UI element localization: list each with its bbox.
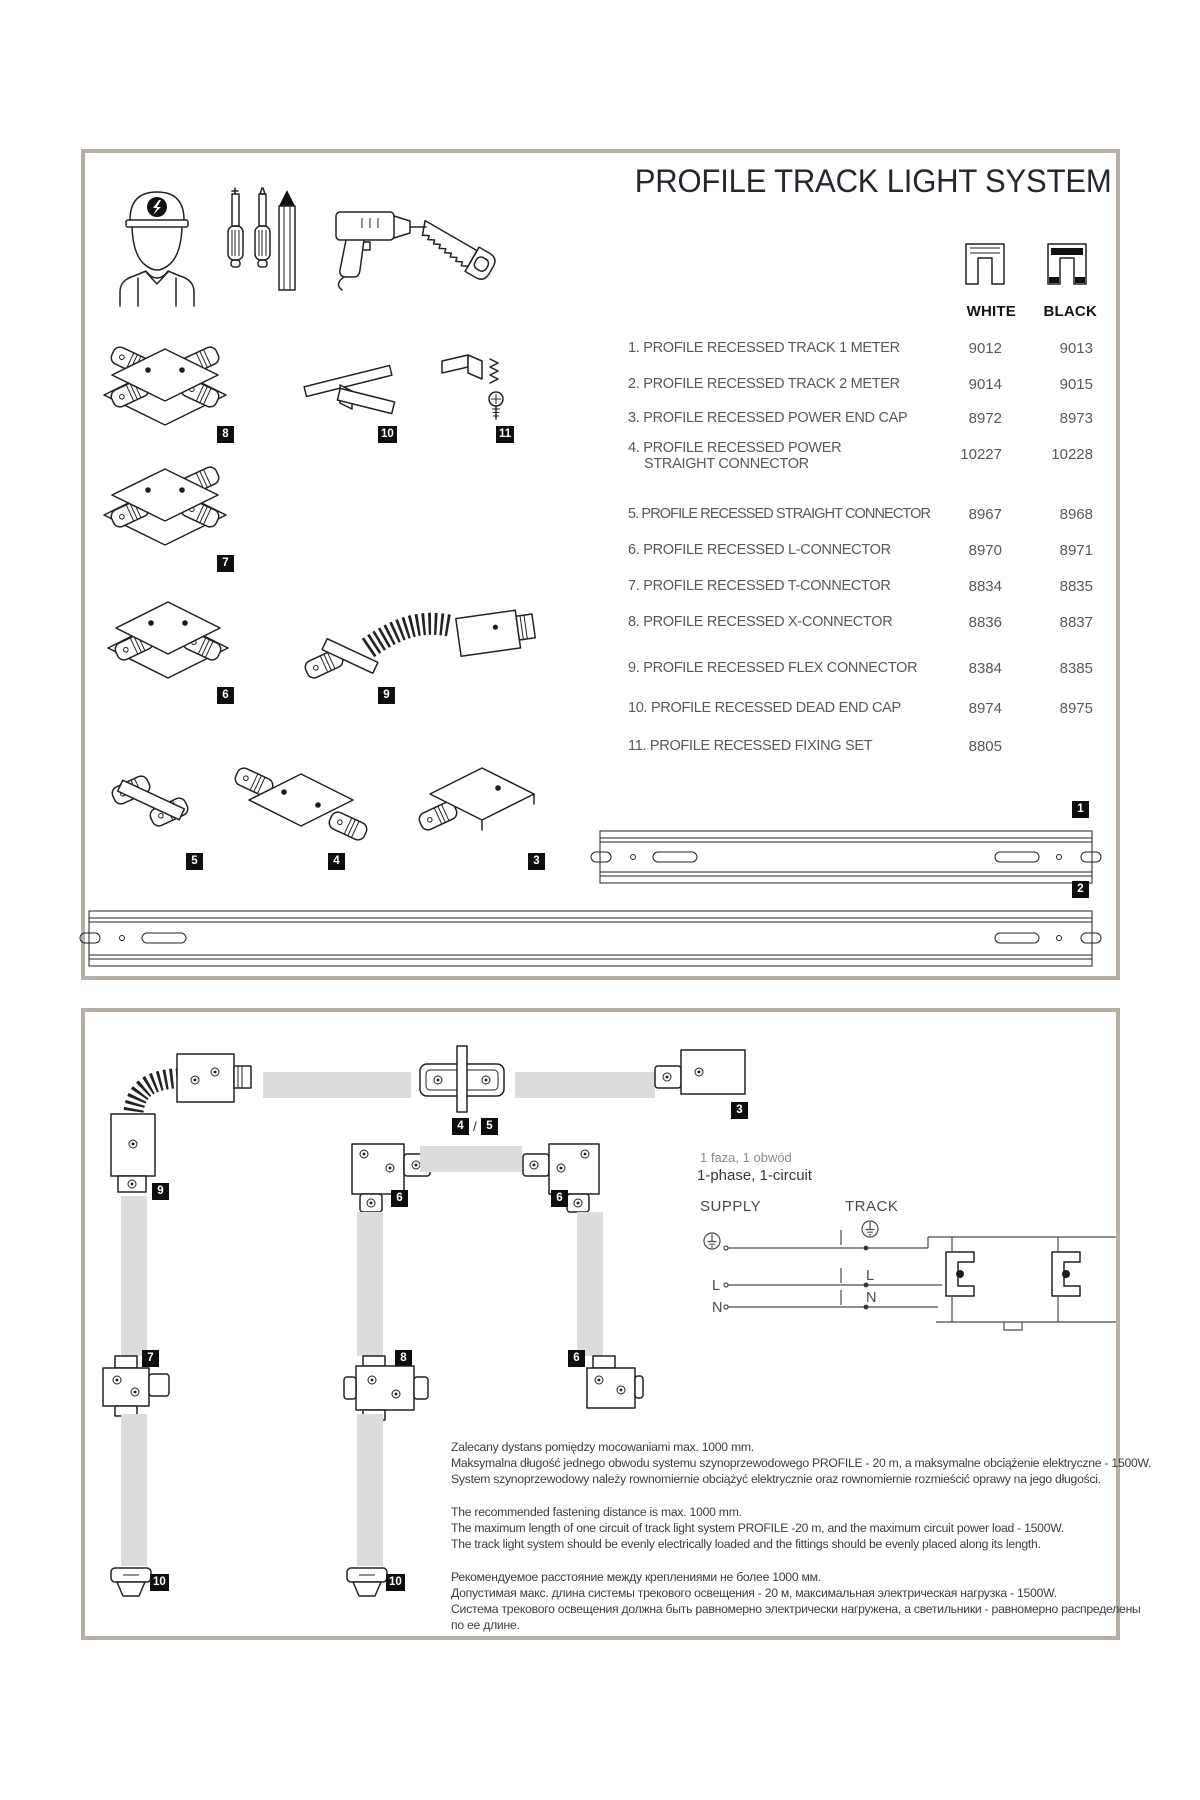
diagram-t-connector: [93, 1356, 173, 1418]
badge-8: 8: [217, 426, 234, 443]
badge-10: 10: [386, 1574, 405, 1591]
track-segment: [121, 1414, 147, 1566]
badge-4: 4: [452, 1118, 469, 1135]
catalog-item-label: 10. PROFILE RECESSED DEAD END CAP: [628, 700, 901, 716]
badge-10: 10: [150, 1574, 169, 1591]
catalog-item-label: 4. PROFILE RECESSED POWER: [628, 440, 842, 456]
badge-8: 8: [395, 1350, 412, 1367]
catalog-number-black: 10228: [1051, 446, 1093, 463]
catalog-number-black: 8975: [1059, 700, 1093, 717]
illustration-flex-connector: [300, 600, 540, 695]
notes-en: [451, 1504, 1151, 1552]
note-line: Zalecany dystans pomiędzy mocowaniami max. 1000 mm.: [451, 1440, 754, 1454]
catalog-row: [628, 542, 1093, 558]
installation-notes: [451, 1439, 1151, 1633]
catalog-row: [628, 506, 1093, 522]
catalog-row: [628, 376, 1093, 392]
catalog-item-label: 2. PROFILE RECESSED TRACK 2 METER: [628, 376, 900, 392]
supply-l-label: L: [712, 1278, 721, 1294]
track-n-label: N: [866, 1290, 877, 1306]
earth-icon: [862, 1221, 878, 1237]
badge-7: 7: [217, 555, 234, 572]
illustration-fixing-set: [438, 353, 520, 423]
track-segment: [577, 1212, 603, 1356]
catalog-number-black: 8837: [1059, 614, 1093, 631]
illustration-straight-connector: [103, 760, 199, 848]
note-line: Рекомендуемое расстояние между креплениями не более 1000 мм.: [451, 1570, 821, 1584]
catalog-number-white: 8974: [968, 700, 1002, 717]
diagram-x-connector: [344, 1356, 428, 1420]
panel-installation: [81, 1008, 1152, 1640]
page-title: PROFILE TRACK LIGHT SYSTEM: [635, 163, 1112, 199]
badge-6: 6: [568, 1350, 585, 1367]
catalog-number-black: 8835: [1059, 578, 1093, 595]
track-segment: [121, 1196, 147, 1356]
illustration-power-end-cap: [410, 758, 540, 850]
catalog-number-black: 9013: [1059, 340, 1093, 357]
badge-6: 6: [217, 687, 234, 704]
catalog-number-white: 8834: [968, 578, 1002, 595]
track-segment: [263, 1072, 411, 1098]
badge-7: 7: [142, 1350, 159, 1367]
note-line: по ее длине.: [451, 1618, 520, 1632]
note-line: Система трекового освещения должна быть равномерно электрически нагружена, а светильники - равномерно распределены: [451, 1602, 1141, 1616]
illustration-t-connector: [100, 463, 230, 551]
catalog-number-white: 9012: [968, 340, 1002, 357]
track-segment: [515, 1072, 655, 1098]
phase-label-en: 1-phase, 1-circuit: [697, 1167, 813, 1184]
catalog-item-label: 11. PROFILE RECESSED FIXING SET: [628, 738, 873, 754]
track-segment: [357, 1414, 383, 1566]
badge-10: 10: [378, 426, 397, 443]
wiring-diagram: [688, 1218, 1116, 1348]
badge-6: 6: [391, 1190, 408, 1207]
badge-6: 6: [551, 1190, 568, 1207]
catalog-item-label: 8. PROFILE RECESSED X-CONNECTOR: [628, 614, 893, 630]
note-line: The track light system should be evenly electrically loaded and the fittings should be evenly placed along its length.: [451, 1537, 1041, 1551]
catalog-row: [628, 410, 1093, 426]
catalog-item-label-line2: STRAIGHT CONNECTOR: [644, 456, 809, 472]
track-l-label: L: [866, 1268, 875, 1284]
catalog-number-black: 8973: [1059, 410, 1093, 427]
column-header-black: BLACK: [1043, 303, 1097, 320]
badge-3: 3: [528, 853, 545, 870]
catalog-item-label: 3. PROFILE RECESSED POWER END CAP: [628, 410, 908, 426]
supply-label: SUPPLY: [700, 1198, 762, 1215]
catalog-item-label: 5. PROFILE RECESSED STRAIGHT CONNECTOR: [628, 506, 931, 522]
diagram-flex-connector: [103, 1040, 253, 1195]
diagram-straight-connector: [418, 1046, 508, 1114]
handsaw-icon: [408, 210, 500, 302]
catalog-number-white: 10227: [960, 446, 1002, 463]
notes-ru: [451, 1569, 1151, 1633]
panel-datasheet: [81, 149, 1120, 980]
catalog-number-black: 9015: [1059, 376, 1093, 393]
note-line: System szynoprzewodowy należy rownomiernie obciążyć elektrycznie oraz rownomiernie rozmieścić oprawy na jego długości.: [451, 1472, 1101, 1486]
illustration-power-straight-connector: [226, 760, 376, 850]
catalog-number-black: 8385: [1059, 660, 1093, 677]
notes-pl: [451, 1439, 1151, 1487]
track-profile-white-icon: [958, 240, 1012, 292]
catalog-row: [628, 440, 1093, 472]
track-segment: [357, 1212, 383, 1356]
catalog-number-white: 8836: [968, 614, 1002, 631]
diagram-power-end-cap: [653, 1046, 749, 1098]
catalog-number-black: 8971: [1059, 542, 1093, 559]
catalog-item-label: 7. PROFILE RECESSED T-CONNECTOR: [628, 578, 891, 594]
badge-9: 9: [378, 687, 395, 704]
catalog-row: [628, 700, 1093, 716]
note-line: The recommended fastening distance is max. 1000 mm.: [451, 1505, 742, 1519]
note-line: The maximum length of one circuit of track light system PROFILE -20 m, and the maximum circuit power load - 1500W.: [451, 1521, 1064, 1535]
catalog-number-white: 8805: [968, 738, 1002, 755]
illustration-dead-end-cap: [300, 365, 400, 423]
badge-5: 5: [481, 1118, 498, 1135]
column-header-white: WHITE: [966, 303, 1016, 320]
badge-4: 4: [328, 853, 345, 870]
catalog-row: [628, 738, 1093, 754]
screwdrivers-pencil-icon: [218, 188, 303, 300]
track-segment: [420, 1146, 522, 1172]
catalog-item-label: 9. PROFILE RECESSED FLEX CONNECTOR: [628, 660, 918, 676]
electrician-icon: [118, 180, 196, 306]
catalog-number-white: 8384: [968, 660, 1002, 677]
note-line: Maksymalna długość jednego obwodu systemu szynoprzewodowego PROFILE - 20 m, a maksymalne obciążenie elektryczne - 1500W.: [451, 1456, 1152, 1470]
catalog-number-white: 8970: [968, 542, 1002, 559]
catalog-row: [628, 340, 1093, 356]
catalog-row: [628, 614, 1093, 630]
catalog-number-white: 8972: [968, 410, 1002, 427]
badge-1: 1: [1072, 801, 1089, 818]
phase-label-pl: 1 faza, 1 obwód: [700, 1150, 792, 1165]
illustration-l-connector: [106, 600, 231, 685]
earth-icon: [704, 1233, 720, 1249]
badge-9: 9: [152, 1183, 169, 1200]
illustration-x-connector: [100, 345, 230, 429]
badge-3: 3: [731, 1102, 748, 1119]
catalog-number-white: 8967: [968, 506, 1002, 523]
diagram-l-connector: [583, 1356, 643, 1410]
illustration-track-1m: [599, 830, 1093, 884]
catalog-number-white: 9014: [968, 376, 1002, 393]
badge-separator: /: [473, 1119, 477, 1134]
track-profile-black-icon: [1040, 240, 1094, 292]
badge-5: 5: [186, 853, 203, 870]
catalog-row: [628, 578, 1093, 594]
illustration-track-2m: [88, 910, 1093, 967]
catalog-item-label: 6. PROFILE RECESSED L-CONNECTOR: [628, 542, 891, 558]
supply-n-label: N: [712, 1300, 723, 1316]
catalog-number-black: 8968: [1059, 506, 1093, 523]
track-label: TRACK: [845, 1198, 899, 1215]
catalog-row: [628, 660, 1093, 676]
catalog-item-label: 1. PROFILE RECESSED TRACK 1 METER: [628, 340, 900, 356]
badge-2: 2: [1072, 881, 1089, 898]
note-line: Допустимая макс. длина системы трекового освещения - 20 м, максимальная электрическая нагрузка - 1500W.: [451, 1586, 1057, 1600]
badge-11: 11: [496, 426, 514, 443]
